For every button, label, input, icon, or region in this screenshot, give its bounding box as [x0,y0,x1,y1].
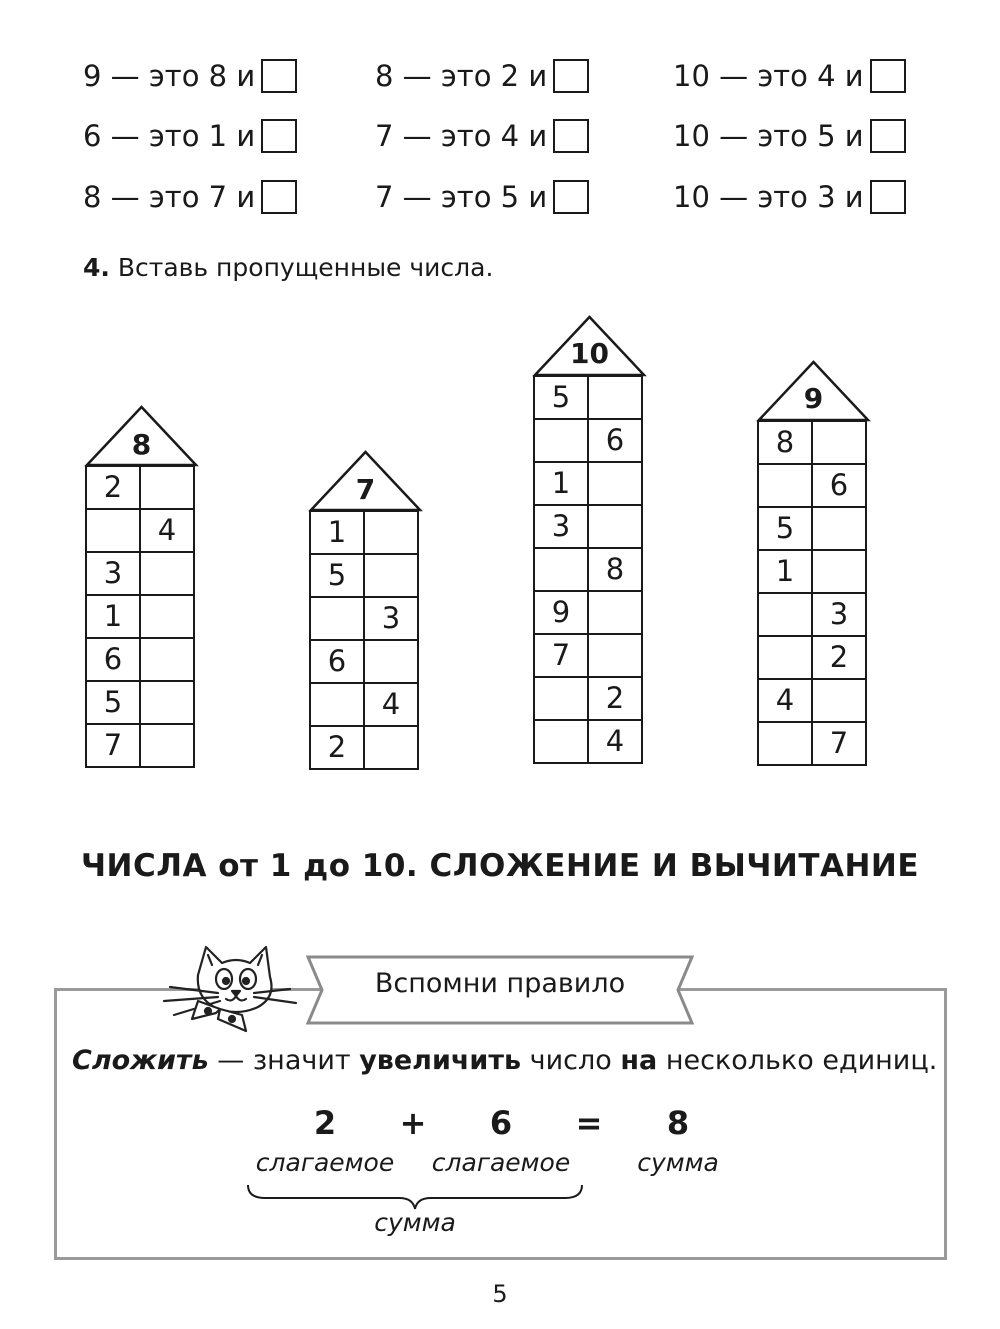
house-cell: 3 [86,552,140,595]
house-cell[interactable] [310,683,364,726]
house-row [310,597,418,640]
house-row [310,726,418,769]
house-row [534,419,642,462]
house-row [758,679,866,722]
house-cell: 3 [364,597,418,640]
house-row [310,554,418,597]
formula-sum: 8 [666,1104,690,1142]
house-roof-number: 9 [803,382,824,415]
house-row [534,376,642,419]
rule-banner-text: Вспомни правило [374,968,626,999]
rule-text: — значит [208,1045,360,1076]
house-row [758,722,866,765]
house-row [86,509,194,552]
label-sum: сумма [637,1148,719,1177]
house-cell: 4 [758,679,812,722]
house-cell[interactable] [812,550,866,593]
decomposition-text: 6 — это 1 и [83,119,256,153]
decomposition-text: 8 — это 2 и [375,59,548,93]
house-row [758,421,866,464]
answer-box[interactable] [261,180,297,214]
page-number: 5 [492,1280,508,1308]
house-cell: 6 [588,419,642,462]
house-cell[interactable] [758,464,812,507]
house-row [86,681,194,724]
decomposition-item [673,56,906,96]
house-row [86,595,194,638]
house-cell[interactable] [812,421,866,464]
house-cell: 8 [588,548,642,591]
house-row [758,507,866,550]
house-cell[interactable] [364,726,418,769]
house-cell[interactable] [588,376,642,419]
house-roof-number: 10 [570,337,609,370]
house-cell: 5 [86,681,140,724]
house-row [86,552,194,595]
house-cell[interactable] [140,638,194,681]
formula-addend-2: 6 [489,1104,513,1142]
answer-box[interactable] [553,59,589,93]
house-roof-number: 8 [131,428,152,461]
decomposition-text: 10 — это 5 и [673,119,864,153]
house-cell[interactable] [140,595,194,638]
house-cell: 9 [534,591,588,634]
house-roof-number: 7 [355,473,376,506]
house-cell: 8 [758,421,812,464]
label-addend-1: слагаемое [255,1148,395,1177]
house-cell[interactable] [588,634,642,677]
house-row [86,638,194,681]
house-cell[interactable] [588,591,642,634]
task-text: Вставь пропущенные числа. [117,253,494,282]
decomposition-item [83,177,297,217]
house-row [534,591,642,634]
house-row [534,548,642,591]
house-cell[interactable] [140,681,194,724]
house-grid [533,375,643,764]
house-row [758,636,866,679]
house-cell[interactable] [534,548,588,591]
answer-box[interactable] [553,119,589,153]
decomposition-item [375,56,589,96]
house-cell: 2 [310,726,364,769]
house-cell: 4 [140,509,194,552]
house-cell: 5 [534,376,588,419]
house-cell[interactable] [140,466,194,509]
house-cell: 2 [86,466,140,509]
house-cell[interactable] [364,511,418,554]
house-cell: 5 [310,554,364,597]
answer-box[interactable] [261,59,297,93]
house-row [310,511,418,554]
formula-addend-1: 2 [313,1104,337,1142]
decomposition-item [673,177,906,217]
answer-box[interactable] [870,59,906,93]
house-cell: 2 [812,636,866,679]
rule-verb: увеличить [359,1045,522,1076]
house-grid [757,420,867,766]
house-cell: 6 [310,640,364,683]
house-cell: 1 [534,462,588,505]
rule-prep: на [620,1045,658,1076]
house-cell[interactable] [758,722,812,765]
answer-box[interactable] [261,119,297,153]
house-cell[interactable] [534,677,588,720]
rule-text: несколько единиц. [657,1045,938,1076]
decomposition-text: 7 — это 5 и [375,180,548,214]
house-cell[interactable] [534,419,588,462]
task-4-title [83,253,493,282]
house-cell[interactable] [140,552,194,595]
house-row [534,505,642,548]
house-row [758,550,866,593]
decomposition-text: 8 — это 7 и [83,180,256,214]
answer-box[interactable] [870,119,906,153]
house-cell: 3 [534,505,588,548]
house-row [86,724,194,767]
decomposition-text: 7 — это 4 и [375,119,548,153]
house-cell[interactable] [588,462,642,505]
house-cell: 4 [588,720,642,763]
decomposition-item [83,116,297,156]
house-cell[interactable] [140,724,194,767]
decomposition-item [375,116,589,156]
rule-sentence [72,1045,937,1076]
house-row [758,464,866,507]
house-cell[interactable] [86,509,140,552]
house-row [534,634,642,677]
house-row [758,593,866,636]
house-cell: 6 [86,638,140,681]
label-addend-2: слагаемое [431,1148,571,1177]
section-title: ЧИСЛА от 1 до 10. СЛОЖЕНИЕ И ВЫЧИТАНИЕ [80,848,920,884]
house-cell[interactable] [812,507,866,550]
house-row [534,677,642,720]
house-cell[interactable] [310,597,364,640]
house-row [310,640,418,683]
decomposition-text: 10 — это 4 и [673,59,864,93]
answer-box[interactable] [553,180,589,214]
label-sum-below: сумма [374,1208,456,1237]
house-row [310,683,418,726]
house-cell: 3 [812,593,866,636]
decomposition-item [83,56,297,96]
house-cell[interactable] [588,505,642,548]
task-number: 4. [83,253,110,282]
rule-term: Сложить [72,1045,209,1076]
house-grid [309,510,419,770]
house-cell[interactable] [534,720,588,763]
cat-mascot-icon [150,935,300,1035]
formula-equals: = [575,1104,603,1142]
answer-box[interactable] [870,180,906,214]
decomposition-item [673,116,906,156]
formula-plus: + [399,1104,427,1142]
house-cell: 7 [86,724,140,767]
house-cell: 1 [758,550,812,593]
house-cell: 7 [534,634,588,677]
house-cell[interactable] [364,554,418,597]
house-row [534,462,642,505]
house-row [86,466,194,509]
house-cell[interactable] [364,640,418,683]
house-cell: 5 [758,507,812,550]
rule-text: число [521,1045,621,1076]
house-cell: 1 [310,511,364,554]
house-cell: 2 [588,677,642,720]
house-row [534,720,642,763]
house-cell[interactable] [758,593,812,636]
decomposition-text: 9 — это 8 и [83,59,256,93]
house-cell: 7 [812,722,866,765]
house-cell: 4 [364,683,418,726]
house-cell: 1 [86,595,140,638]
house-cell[interactable] [758,636,812,679]
house-cell: 6 [812,464,866,507]
house-cell[interactable] [812,679,866,722]
house-grid [85,465,195,768]
decomposition-text: 10 — это 3 и [673,180,864,214]
decomposition-item [375,177,589,217]
